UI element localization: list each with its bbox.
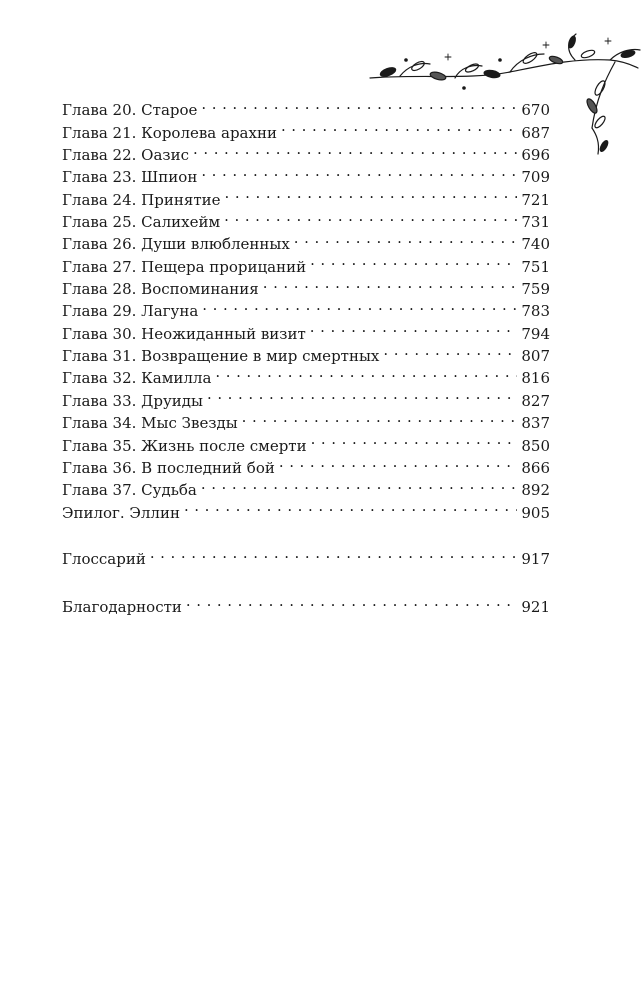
dot-leader <box>201 93 517 115</box>
toc-entry-page: 866 <box>521 458 550 477</box>
dot-leader <box>202 294 517 316</box>
toc-entry-page: 740 <box>521 235 550 254</box>
toc-entry-page: 827 <box>521 391 550 410</box>
dot-leader <box>279 451 517 473</box>
toc-entry-title: Глава 33. Друиды <box>62 391 203 410</box>
toc-entry-page: 731 <box>521 213 550 232</box>
toc-entry-page: 709 <box>521 168 550 187</box>
toc-entry-title: Глава 24. Принятие <box>62 190 221 209</box>
toc-entry-page: 721 <box>521 190 550 209</box>
toc-entry-page: 670 <box>521 101 550 120</box>
toc-entry-title: Глава 22. Оазис <box>62 146 190 165</box>
dot-leader <box>225 182 518 204</box>
dot-leader <box>215 361 517 383</box>
toc-entry-page: 850 <box>521 436 550 455</box>
dot-leader <box>224 205 517 227</box>
toc-entry-title: Глава 31. Возвращение в мир смертных <box>62 347 380 366</box>
table-of-contents <box>62 93 550 617</box>
toc-entry-title: Глава 26. Души влюбленных <box>62 235 290 254</box>
dot-leader <box>383 339 517 361</box>
toc-entry-page: 905 <box>521 503 550 522</box>
toc-entry-page: 696 <box>521 146 550 165</box>
toc-entry-page: 837 <box>521 414 550 433</box>
dot-leader <box>242 406 518 428</box>
toc-entry-page: 751 <box>521 257 550 276</box>
dot-leader <box>281 115 517 137</box>
toc-entry-title: Глава 21. Королева арахни <box>62 123 277 142</box>
dot-leader <box>184 495 517 517</box>
toc-entry-title: Глава 34. Мыс Звезды <box>62 414 238 433</box>
toc-entry-title: Глава 30. Неожиданный визит <box>62 324 306 343</box>
dot-leader <box>150 542 518 564</box>
dot-leader <box>201 160 517 182</box>
toc-entry-title: Глава 27. Пещера прорицаний <box>62 257 307 276</box>
toc-entry-page: 816 <box>521 369 550 388</box>
dot-leader <box>263 272 518 294</box>
dot-leader <box>310 316 518 338</box>
toc-entry-title: Глава 28. Воспоминания <box>62 280 259 299</box>
toc-entry-title: Глава 32. Камилла <box>62 369 212 388</box>
toc-entry-title: Глава 35. Жизнь после смерти <box>62 436 307 455</box>
toc-entry-title: Глава 23. Шпион <box>62 168 198 187</box>
toc-entry-title: Глава 37. Судьба <box>62 481 197 500</box>
toc-entry-page: 783 <box>521 302 550 321</box>
toc-entry-title: Глава 20. Старое <box>62 101 198 120</box>
toc-entry-page: 794 <box>521 324 550 343</box>
toc-entry-acknowledgements <box>62 590 550 617</box>
toc-entry-title: Глава 36. В последний бой <box>62 458 275 477</box>
toc-entry-page: 759 <box>521 280 550 299</box>
toc-entry-title: Глава 25. Салихейм <box>62 213 221 232</box>
chapter-list <box>62 93 550 522</box>
toc-entry-title: Глава 29. Лагуна <box>62 302 199 321</box>
toc-entry-page: 917 <box>521 549 550 568</box>
dot-leader <box>311 428 518 450</box>
dot-leader <box>186 590 517 612</box>
toc-entry-title: Эпилог. Эллин <box>62 503 180 522</box>
dot-leader <box>207 383 517 405</box>
toc-entry-page: 921 <box>521 598 550 617</box>
dot-leader <box>310 249 517 271</box>
toc-entry <box>62 93 550 120</box>
toc-entry-title: Благодарности <box>62 598 182 617</box>
toc-entry-page: 807 <box>521 347 550 366</box>
dot-leader <box>193 138 517 160</box>
toc-entry-page: 892 <box>521 481 550 500</box>
toc-entry-title: Глоссарий <box>62 549 146 568</box>
dot-leader <box>201 473 517 495</box>
toc-entry-page: 687 <box>521 123 550 142</box>
toc-entry-glossary <box>62 542 550 568</box>
dot-leader <box>294 227 518 249</box>
